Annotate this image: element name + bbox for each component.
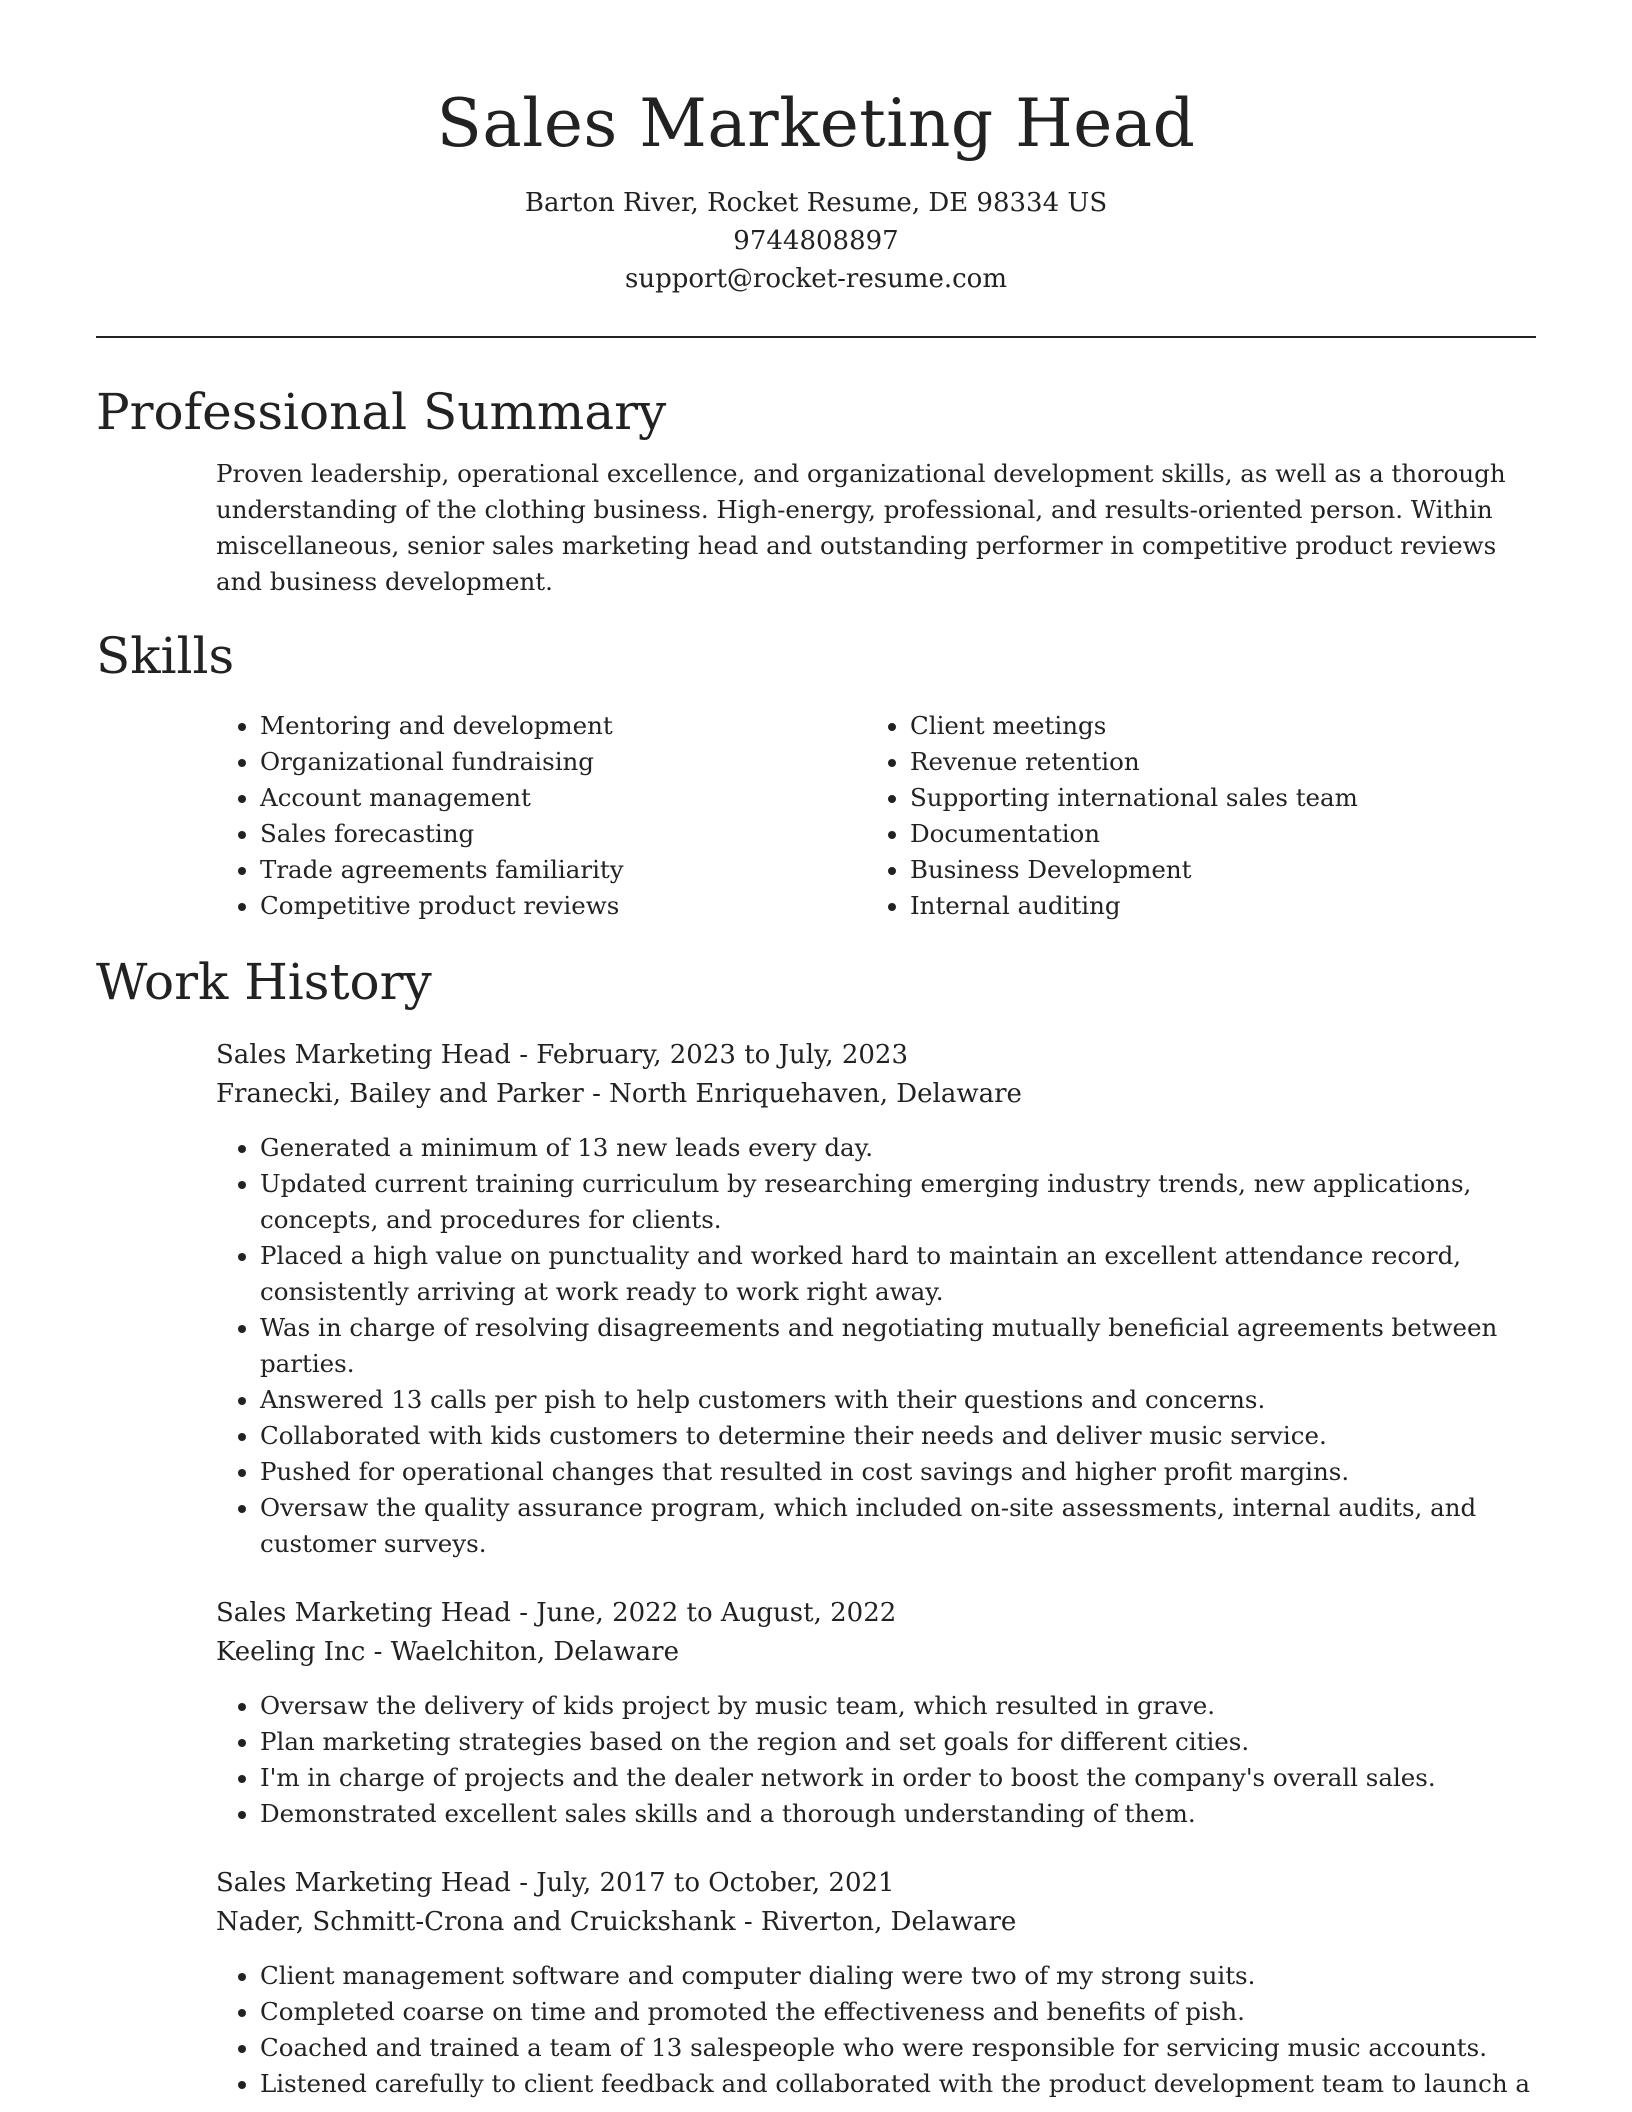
job-company: Franecki, Bailey and Parker [216,1079,584,1109]
job-bullet: • Was in charge of resolving disagreements and negotiating mutually beneficial agreements between parties. [260,1310,1536,1382]
job-entry [216,1864,1536,2102]
job-bullet: • Demonstrated excellent sales skills and a thorough understanding of them. [260,1796,1536,1832]
job-bullet: • Answered 13 calls per pish to help customers with their questions and concerns. [260,1382,1536,1418]
skill-item: • Internal auditing [910,888,1516,924]
job-location: - Riverton, Delaware [735,1907,1017,1937]
skills-column-left [216,708,866,924]
job-bullet: • Coached and trained a team of 13 salespeople who were responsible for servicing music accounts. [260,2030,1536,2066]
job-bullet: • Generated a minimum of 13 new leads every day. [260,1130,1536,1166]
contact-phone: 9744808897 [733,226,899,256]
work-history-heading: Work History [96,953,432,1011]
candidate-name: Sales Marketing Head [436,85,1196,162]
skill-item: • Documentation [910,816,1516,852]
skill-item: • Business Development [910,852,1516,888]
skill-item: • Revenue retention [910,744,1516,780]
job-bullets [216,1688,1536,1832]
job-bullet: • Oversaw the delivery of kids project by music team, which resulted in grave. [260,1688,1536,1724]
skill-item: • Competitive product reviews [260,888,866,924]
skill-item: • Client meetings [910,708,1516,744]
contact-email: support@rocket-resume.com [624,264,1007,294]
job-bullet: • Completed coarse on time and promoted the effectiveness and benefits of pish. [260,1994,1536,2030]
skills-column-right [866,708,1516,924]
contact-info [96,184,1536,298]
job-title-line [216,1594,1536,1633]
header-divider [96,336,1536,338]
job-bullets [216,1130,1536,1562]
skill-item: • Account management [260,780,866,816]
job-company-line [216,1075,1536,1114]
job-company: Keeling Inc [216,1637,366,1667]
job-role: Sales Marketing Head [216,1868,511,1898]
job-entry [216,1036,1536,1562]
job-title-line [216,1864,1536,1903]
skill-item: • Mentoring and development [260,708,866,744]
summary-text: Proven leadership, operational excellence, and organizational development skills, as well as a thorough understanding of the clothing business. High-energy, professional, and results-oriented person. Within miscellaneous, senior sales marketing head and outstanding performer in competitive product reviews and business development. [216,459,1506,596]
job-role: Sales Marketing Head [216,1598,511,1628]
job-bullet: • Placed a high value on punctuality and worked hard to maintain an excellent attendance record, consistently arriving at work ready to work right away. [260,1238,1536,1310]
job-dates: - July, 2017 to October, 2021 [510,1868,895,1898]
job-dates: - February, 2023 to July, 2023 [510,1040,908,1070]
job-location: - North Enriquehaven, Delaware [583,1079,1022,1109]
job-bullet: • Oversaw the quality assurance program, which included on-site assessments, internal audits, and customer surveys. [260,1490,1536,1562]
job-location: - Waelchiton, Delaware [365,1637,679,1667]
job-company: Nader, Schmitt-Crona and Cruickshank [216,1907,736,1937]
resume-header [96,0,1536,298]
job-bullet: • I'm in charge of projects and the dealer network in order to boost the company's overall sales. [260,1760,1536,1796]
job-bullet: • Plan marketing strategies based on the region and set goals for different cities. [260,1724,1536,1760]
skill-item: • Organizational fundraising [260,744,866,780]
job-bullets [216,1958,1536,2102]
job-bullet: • Updated current training curriculum by researching emerging industry trends, new applications, concepts, and procedures for clients. [260,1166,1536,1238]
job-bullet: • Listened carefully to client feedback and collaborated with the product development team to launch a [260,2066,1536,2102]
job-dates: - June, 2022 to August, 2022 [510,1598,897,1628]
job-bullet: • Collaborated with kids customers to determine their needs and deliver music service. [260,1418,1536,1454]
job-bullet: • Pushed for operational changes that resulted in cost savings and higher profit margins. [260,1454,1536,1490]
job-title-line [216,1036,1536,1075]
skill-item: • Supporting international sales team [910,780,1516,816]
job-company-line [216,1903,1536,1942]
skill-item: • Sales forecasting [260,816,866,852]
job-entry [216,1594,1536,1832]
skill-item: • Trade agreements familiarity [260,852,866,888]
job-bullet: • Client management software and computer dialing were two of my strong suits. [260,1958,1536,1994]
summary-heading: Professional Summary [96,383,667,441]
skills-list [216,708,1536,924]
skills-heading: Skills [96,627,235,685]
job-company-line [216,1633,1536,1672]
contact-address: Barton River, Rocket Resume, DE 98334 US [524,188,1108,218]
job-role: Sales Marketing Head [216,1040,511,1070]
